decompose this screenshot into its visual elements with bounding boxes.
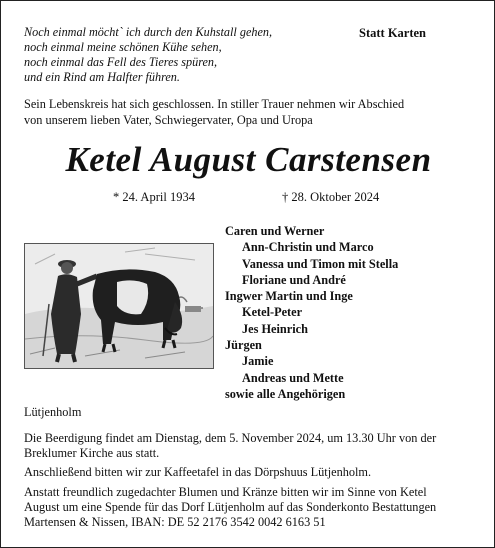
donation-line: Martensen & Nissen, IBAN: DE 52 2176 3542 0042 6163 51: [24, 515, 326, 530]
statt-karten-label: Statt Karten: [359, 26, 426, 40]
funeral-paragraph: [24, 431, 484, 461]
poem-line: und ein Rind am Halfter führen.: [24, 70, 180, 84]
funeral-line: Breklumer Kirche aus statt.: [24, 446, 160, 461]
family-member: Jes Heinrich: [242, 321, 308, 336]
donation-line: August um eine Spende für das Dorf Lütjenholm auf das Sonderkonto Bestattungen: [24, 499, 437, 514]
family-member: Ingwer Martin und Inge: [225, 289, 353, 304]
family-list: [225, 223, 485, 402]
family-member: Caren und Werner: [225, 224, 325, 238]
coffee-line: Anschließend bitten wir zur Kaffeetafel in das Dörpshuus Lütjenholm.: [24, 465, 372, 480]
farmer-with-bull-photo: [24, 243, 214, 369]
intro-line: von unserem lieben Vater, Schwiegervater, Opa und Uropa: [24, 113, 313, 127]
death-date: † 28. Oktober 2024: [282, 190, 380, 204]
family-member: Andreas und Mette: [242, 370, 344, 385]
funeral-details: [24, 431, 484, 534]
donation-line: Anstatt freundlich zugedachter Blumen und Kränze bitten wir im Sinne von Ketel: [24, 484, 427, 499]
intro-line: Sein Lebenskreis hat sich geschlossen. In stiller Trauer nehmen wir Abschied: [24, 97, 405, 111]
family-member: Ketel-Peter: [242, 305, 303, 320]
deceased-name: Ketel August Carstensen: [65, 140, 432, 179]
poem-line: noch einmal das Fell des Tieres spüren,: [24, 55, 218, 69]
family-member: Ann-Christin und Marco: [242, 240, 374, 255]
family-member: sowie alle Angehörigen: [225, 386, 346, 401]
funeral-line: Die Beerdigung findet am Dienstag, dem 5. November 2024, um 13.30 Uhr von der: [24, 431, 437, 445]
poem: [24, 25, 324, 85]
sketch-illustration: [25, 244, 213, 368]
donation-paragraph: [24, 485, 484, 531]
family-member: Floriane und André: [242, 272, 346, 287]
intro-text: [24, 96, 484, 128]
family-member: Jürgen: [225, 338, 262, 353]
family-member: Jamie: [242, 354, 274, 369]
family-member: Vanessa und Timon mit Stella: [242, 256, 399, 271]
poem-line: noch einmal meine schönen Kühe sehen,: [24, 40, 222, 54]
coffee-paragraph: [24, 465, 484, 480]
poem-line: Noch einmal möcht` ich durch den Kuhstall gehen,: [24, 25, 272, 39]
place-name: Lütjenholm: [24, 405, 82, 419]
birth-date: * 24. April 1934: [113, 190, 195, 204]
